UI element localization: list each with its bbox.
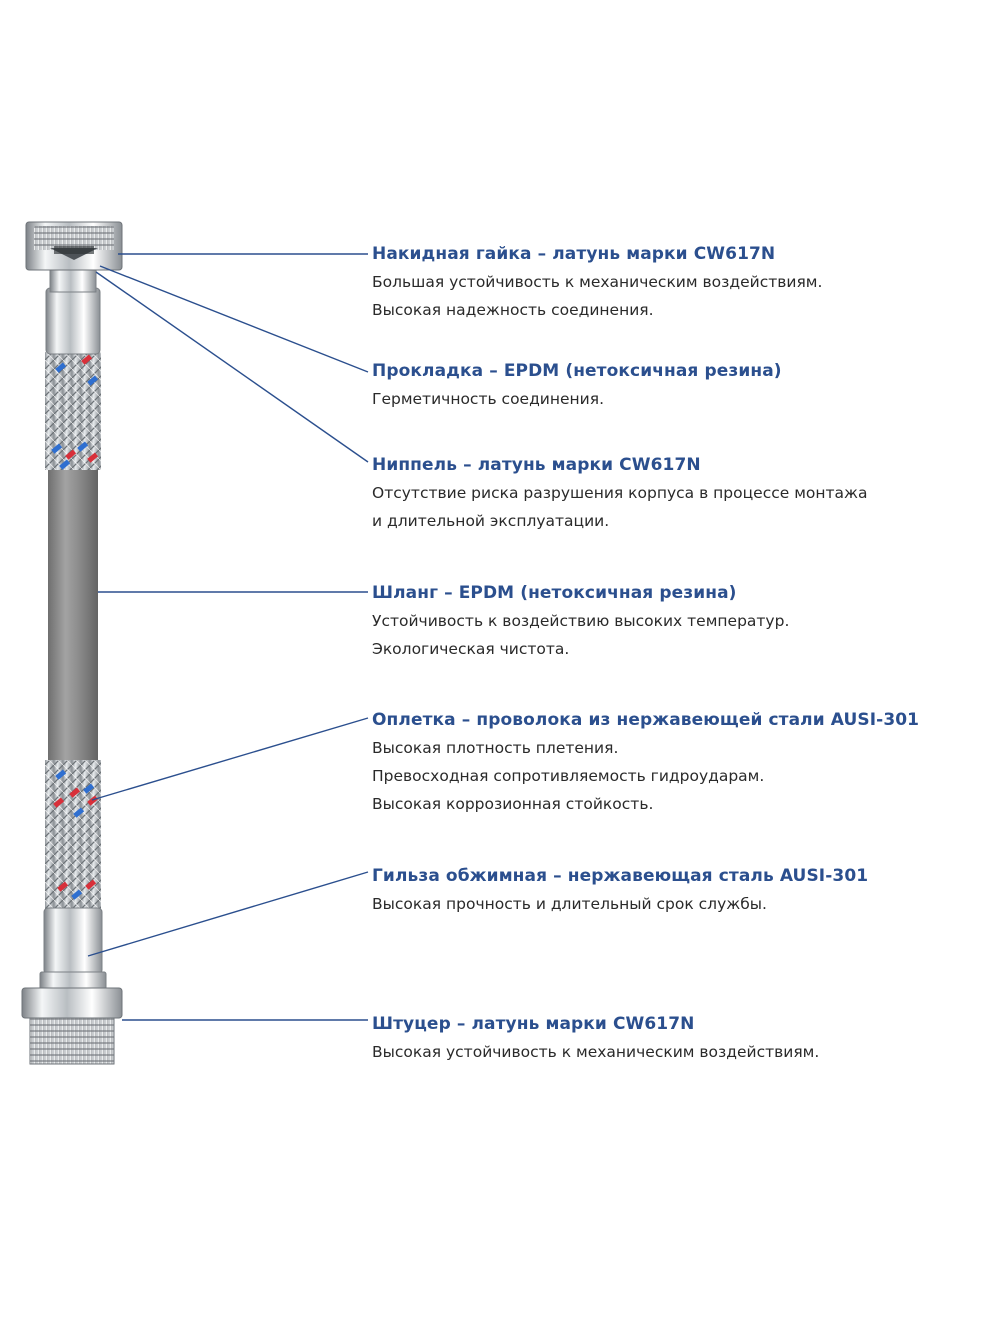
leader-line-nipple	[96, 272, 368, 462]
callout-title: Прокладка – EPDM (нетоксичная резина)	[372, 361, 782, 381]
callout-text: Высокая надежность соединения.	[372, 301, 654, 319]
callout-gasket	[372, 360, 982, 413]
fitting	[22, 988, 122, 1064]
callout-text: Высокая коррозионная стойкость.	[372, 795, 654, 813]
callout-title: Накидная гайка – латунь марки CW617N	[372, 244, 776, 264]
callout-fitting	[372, 1013, 982, 1066]
callout-union-nut	[372, 243, 982, 324]
callout-text: Высокая прочность и длительный срок службы.	[372, 895, 767, 913]
lower-crimp-sleeve	[44, 908, 102, 974]
callout-title: Штуцер – латунь марки CW617N	[372, 1014, 695, 1034]
callout-text: Экологическая чистота.	[372, 640, 570, 658]
callout-text: Высокая устойчивость к механическим воздействиям.	[372, 1043, 820, 1061]
callout-title: Ниппель – латунь марки CW617N	[372, 455, 701, 475]
callout-text: Устойчивость к воздействию высоких температур.	[372, 612, 790, 630]
braid-lower	[45, 760, 101, 910]
callout-title: Гильза обжимная – нержавеющая сталь AUSI-301	[372, 866, 869, 886]
upper-crimp-sleeve	[46, 288, 100, 354]
callout-title: Оплетка – проволока из нержавеющей стали AUSI-301	[372, 710, 920, 730]
callout-text: Герметичность соединения.	[372, 390, 605, 408]
callout-nipple	[372, 454, 982, 535]
callout-crimp-sleeve	[372, 865, 982, 918]
callout-text: Высокая плотность плетения.	[372, 739, 619, 757]
callout-braid	[372, 709, 982, 818]
braid-upper	[45, 352, 101, 470]
leader-line-braid	[92, 718, 368, 800]
leader-lines	[88, 254, 368, 1020]
callout-text: Отсутствие риска разрушения корпуса в процессе монтажа	[372, 484, 868, 502]
callout-text: и длительной эксплуатации.	[372, 512, 610, 530]
callout-text: Большая устойчивость к механическим воздействиям.	[372, 273, 823, 291]
hose-rubber	[48, 470, 98, 770]
callout-hose	[372, 582, 982, 663]
callout-title: Шланг – EPDM (нетоксичная резина)	[372, 583, 737, 603]
union-nut	[26, 222, 122, 270]
leader-line-crimp-sleeve	[88, 872, 368, 956]
callout-text: Превосходная сопротивляемость гидроударам.	[372, 767, 765, 785]
leader-line-gasket	[100, 266, 368, 372]
